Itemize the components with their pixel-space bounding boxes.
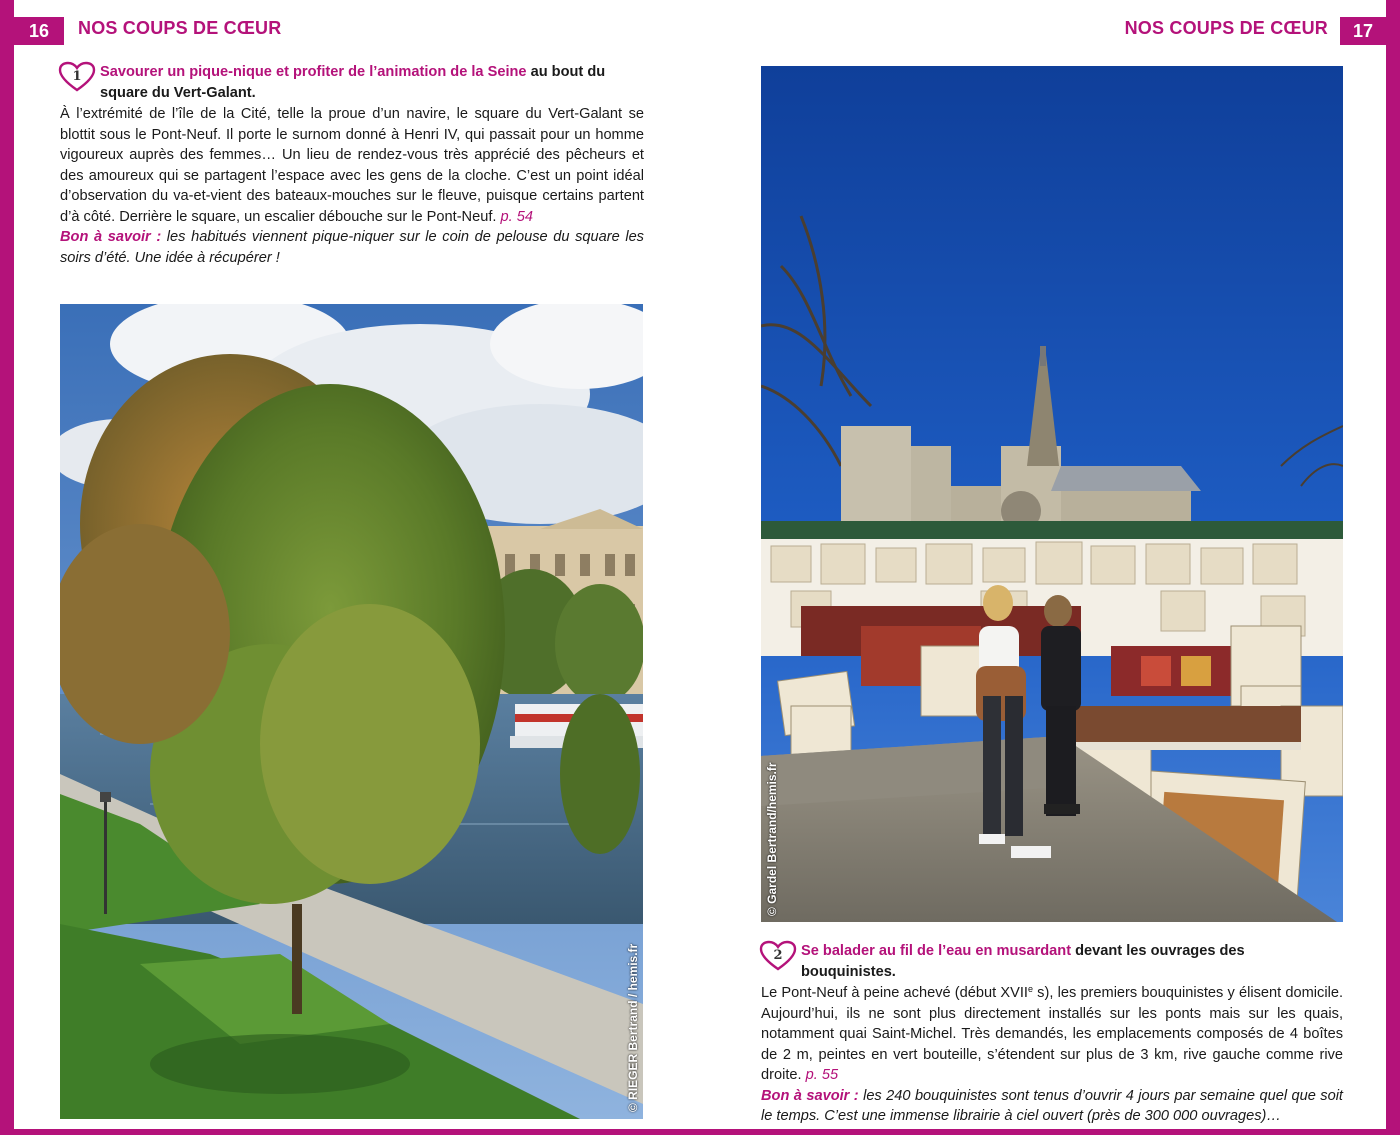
tip-label: Bon à savoir : xyxy=(761,1087,859,1104)
photo-credit-right: © Gardel Bertrand/hemis.fr xyxy=(765,762,779,916)
photo-vert-galant xyxy=(60,304,643,1119)
entry-2 xyxy=(761,940,1343,1127)
entry-2-title-highlight: Se balader au fil de l’eau en musardant xyxy=(801,943,1072,959)
page-number-right: 17 xyxy=(1340,17,1386,45)
entry-2-tip-text: les 240 bouquinistes sont tenus d’ouvrir 4 jours par semaine quel que soit le temps. C’est une immense librairie à ciel ouvert (près de 300 000 ouvrages)… xyxy=(761,1087,1343,1124)
entry-2-body xyxy=(761,983,1343,1086)
entry-1-body-text: À l’extrémité de l’île de la Cité, telle la proue d’un navire, le square du Vert-Galant se blottit sous le Pont-Neuf. Il porte le surnom donné à Henri IV, qui passait pour un homme vigoureux auprès des femmes… Un lieu de rendez-vous très apprécié des pêcheurs et des amoureux qui se partagent l’espace avec les gens de la cloche. C’est un point idéal d’observation du va-et-vient des bateaux-mouches sur le fleuve, puisque certains partent d’à côté. Derrière le square, un escalier débouche sur le Pont-Neuf. xyxy=(60,106,644,225)
entry-2-body-sup: e xyxy=(1027,984,1033,994)
entry-2-title-rest: devant les ouvrages des bouquinistes. xyxy=(801,943,1245,980)
entry-1-number: 1 xyxy=(72,69,82,84)
entry-2-number: 2 xyxy=(773,948,783,963)
entry-2-body-end: s), les premiers bouquinistes y élisent domicile. Aujourd’hui, ils ne sont plus directement installés sur les ponts mais sur les quais, notamment quai Saint-Michel. Très demandés, les emplacements composés de 4 boîtes de 2 m, peintes en vert bouteille, s’étendent sur plus de 3 km, rive gauche comme rive droite. xyxy=(761,985,1344,1083)
page-frame-bottom xyxy=(0,1129,1400,1135)
section-title-left: NOS COUPS DE CŒUR xyxy=(78,18,282,38)
entry-1-body xyxy=(60,104,644,227)
entry-2-page-ref: p. 55 xyxy=(805,1067,839,1083)
entry-1 xyxy=(60,61,644,268)
photo-bouquinistes xyxy=(761,66,1343,922)
entry-2-tip xyxy=(761,1086,1343,1127)
entry-1-page-ref: p. 54 xyxy=(500,208,533,225)
heart-number-icon xyxy=(759,940,797,972)
entry-1-tip-text: les habitués viennent pique-niquer sur le coin de pelouse du square les soirs d’été. Une idée à récupérer ! xyxy=(60,229,644,266)
heart-number-icon xyxy=(58,61,96,93)
entry-1-title-highlight: Savourer un pique-nique et profiter de l’animation de la Seine xyxy=(100,64,527,80)
page-number-left: 16 xyxy=(14,17,64,45)
photo-credit-left: © RIEGER Bertrand / hemis.fr xyxy=(626,943,640,1112)
tip-label: Bon à savoir : xyxy=(60,229,162,245)
entry-1-title-rest: au bout du square du Vert-Galant. xyxy=(100,64,606,101)
page-frame-left xyxy=(0,0,14,1135)
entry-1-tip xyxy=(60,227,644,268)
entry-2-body-start: Le Pont-Neuf à peine achevé (début XVII xyxy=(761,985,1028,1001)
entry-2-title xyxy=(761,940,1343,982)
entry-1-title xyxy=(60,61,644,103)
section-title-right: NOS COUPS DE CŒUR xyxy=(1124,18,1328,38)
page-frame-right xyxy=(1386,0,1400,1135)
